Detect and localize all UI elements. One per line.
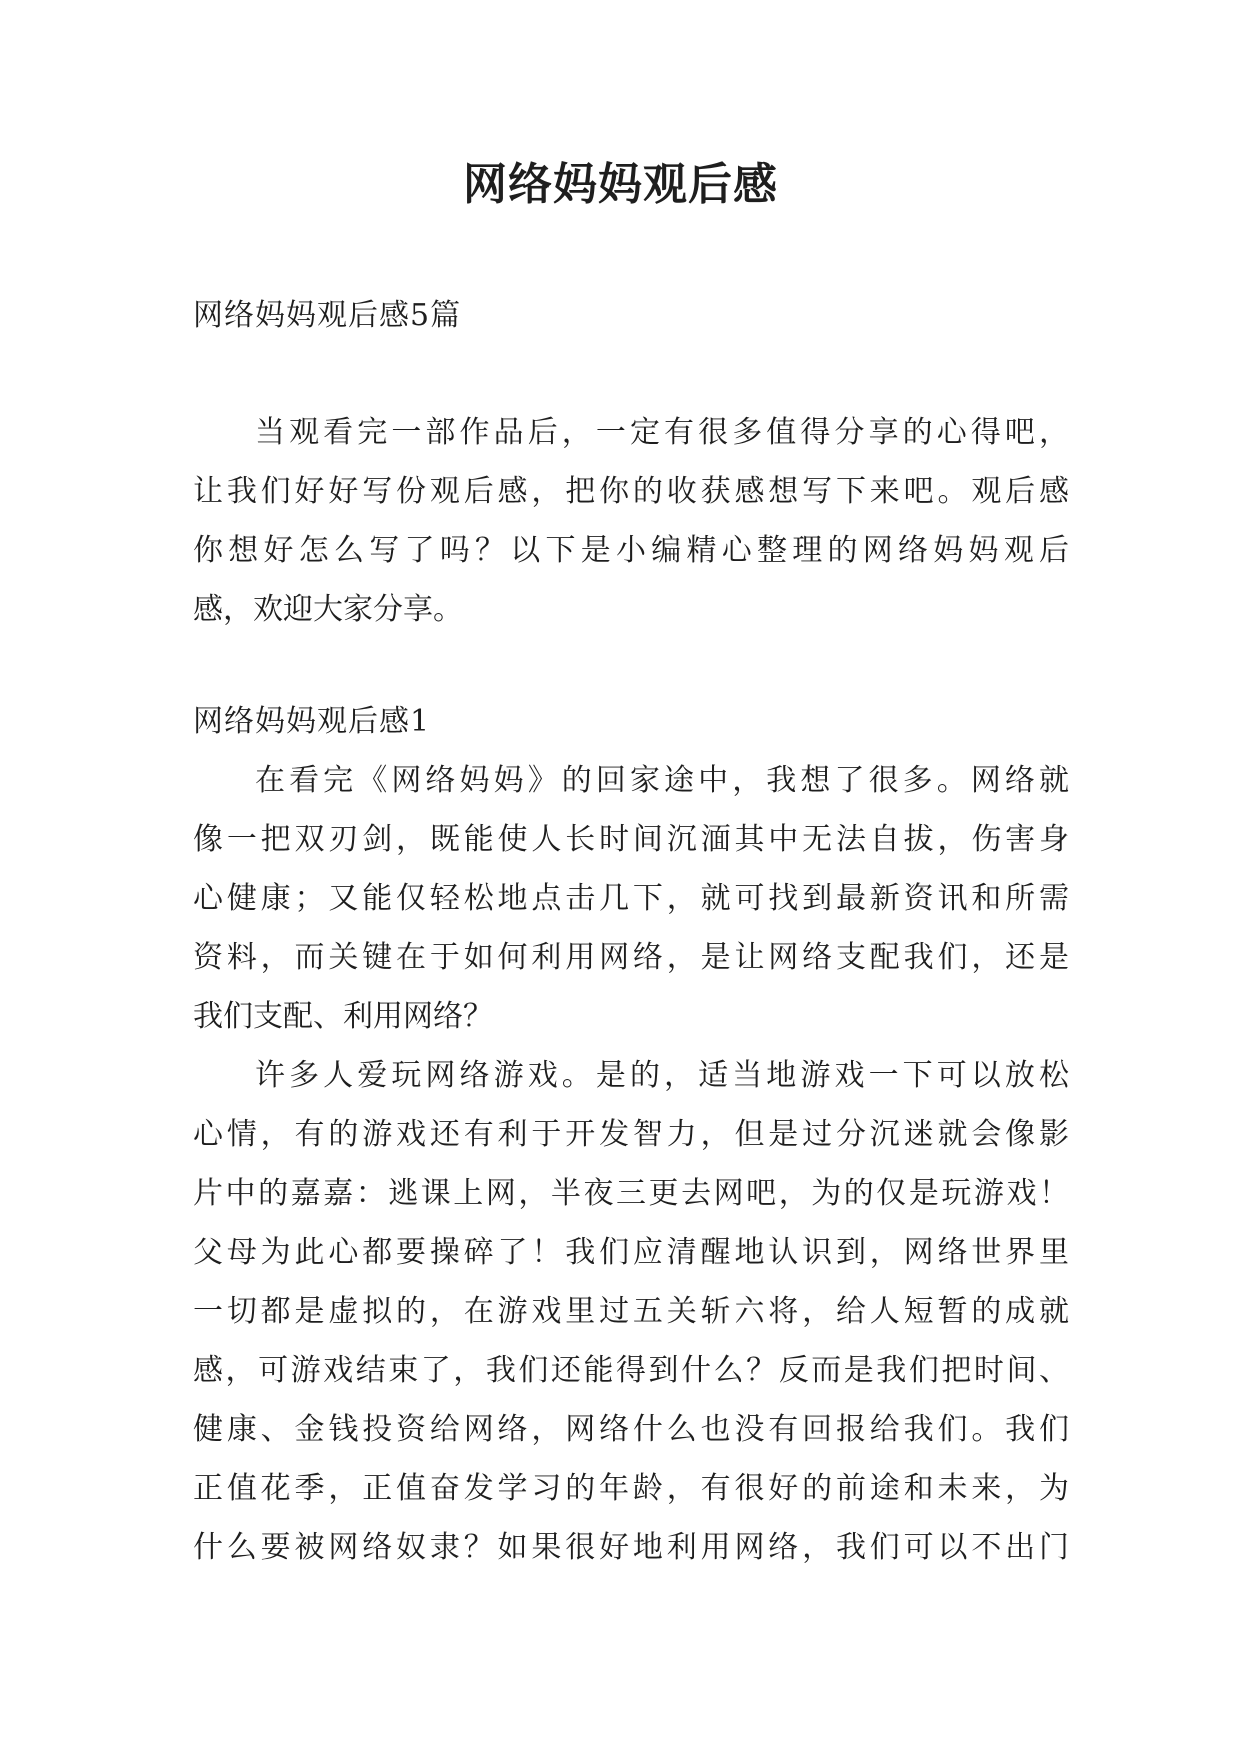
- section-heading: 网络妈妈观后感1: [193, 704, 431, 739]
- review-section-1: [193, 692, 1069, 1577]
- paragraph-line: 感，欢迎大家分享。: [193, 592, 463, 627]
- paragraph-line: 一切都是虚拟的，在游戏里过五关斩六将，给人短暂的成就: [193, 1294, 1069, 1329]
- paragraph-line: 我们支配、利用网络？: [193, 999, 493, 1034]
- paragraph-line: 你想好怎么写了吗？以下是小编精心整理的网络妈妈观后: [193, 533, 1069, 568]
- paragraph-line: 心情，有的游戏还有利于开发智力，但是过分沉迷就会像影: [193, 1117, 1069, 1152]
- paragraph-line: 片中的嘉嘉：逃课上网，半夜三更去网吧，为的仅是玩游戏！: [193, 1176, 1069, 1211]
- body-paragraph: [193, 751, 1069, 1046]
- document-body: [193, 286, 1069, 1577]
- paragraph-line: 像一把双刃剑，既能使人长时间沉湎其中无法自拔，伤害身: [193, 822, 1069, 857]
- intro-paragraph: [193, 403, 1069, 639]
- paragraph-line: 什么要被网络奴隶？如果很好地利用网络，我们可以不出门: [193, 1530, 1069, 1565]
- paragraph-line: 父母为此心都要操碎了！我们应清醒地认识到，网络世界里: [193, 1235, 1069, 1270]
- paragraph-line: 正值花季，正值奋发学习的年龄，有很好的前途和未来，为: [193, 1471, 1069, 1506]
- document-title: 网络妈妈观后感: [463, 159, 778, 210]
- document-subtitle: 网络妈妈观后感5篇: [193, 298, 462, 333]
- paragraph-line: 让我们好好写份观后感，把你的收获感想写下来吧。观后感: [193, 474, 1069, 509]
- paragraph-line: 健康、金钱投资给网络，网络什么也没有回报给我们。我们: [193, 1412, 1069, 1447]
- paragraph-line: 在看完《网络妈妈》的回家途中，我想了很多。网络就: [255, 763, 1069, 798]
- body-paragraph: [193, 1046, 1069, 1577]
- paragraph-line: 资料，而关键在于如何利用网络，是让网络支配我们，还是: [193, 940, 1069, 975]
- paragraph-line: 心健康；又能仅轻松地点击几下，就可找到最新资讯和所需: [193, 881, 1069, 916]
- paragraph-line: 当观看完一部作品后，一定有很多值得分享的心得吧，: [255, 415, 1069, 450]
- paragraph-line: 许多人爱玩网络游戏。是的，适当地游戏一下可以放松: [255, 1058, 1069, 1093]
- paragraph-line: 感，可游戏结束了，我们还能得到什么？反而是我们把时间、: [193, 1353, 1069, 1388]
